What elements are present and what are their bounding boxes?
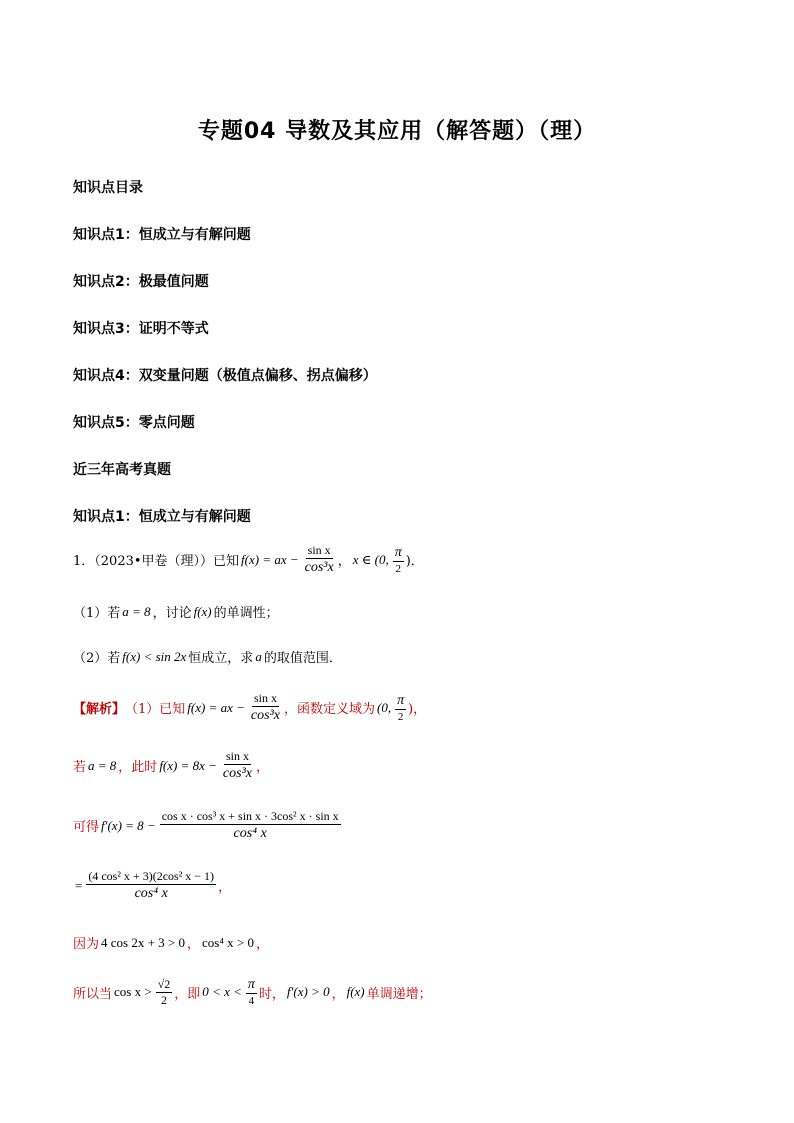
fraction-numerator: cos x · cos³ x + sin x · 3cos² x · sin x bbox=[160, 810, 341, 825]
solution-l6-inequality: 0 < x < bbox=[202, 984, 242, 1000]
toc-heading: 知识点目录 bbox=[73, 180, 143, 196]
fraction-denominator: cos⁴ x bbox=[134, 886, 168, 902]
fraction-numerator: sin x bbox=[252, 692, 279, 707]
solution-l3-prefix: 可得 bbox=[73, 820, 100, 836]
solution-l3-derivative: f′(x) = 8 − bbox=[101, 817, 156, 833]
section-heading: 近三年高考真题 bbox=[73, 462, 171, 478]
q1-a: a = 8 bbox=[122, 603, 151, 619]
fraction-numerator: sin x bbox=[224, 750, 251, 765]
pi-over-four bbox=[246, 977, 257, 1007]
solution-line-6 bbox=[73, 977, 432, 1007]
pi-symbol: π bbox=[246, 977, 257, 994]
problem-lead: 1．（2023•甲卷（理））已知 bbox=[73, 554, 240, 570]
denominator-four: 4 bbox=[248, 995, 255, 1008]
q1-mid: ，讨论 bbox=[152, 606, 192, 621]
q2-mid: 恒成立，求 bbox=[188, 651, 254, 666]
solution-l6-prefix: 所以当 bbox=[73, 986, 113, 1002]
problem-sep: ， bbox=[337, 554, 351, 570]
solution-l1-fraction bbox=[249, 692, 282, 724]
q2-prefix: （2）若 bbox=[73, 651, 121, 666]
q1-fx: f(x) bbox=[193, 603, 212, 619]
solution-l6-cos: cos x > bbox=[114, 984, 152, 1000]
solution-l1-domain: (0, bbox=[377, 699, 392, 715]
fraction-numerator: sin x bbox=[306, 544, 333, 559]
problem-fraction bbox=[303, 544, 336, 576]
solution-l2-a: a = 8 bbox=[88, 757, 117, 773]
pi-over-two bbox=[393, 545, 404, 575]
solution-l4-end: ， bbox=[218, 880, 232, 896]
solution-l6-mid: ，即 bbox=[174, 986, 201, 1002]
question-1 bbox=[73, 602, 279, 621]
fraction-numerator: √2 bbox=[156, 978, 173, 993]
pi-over-two bbox=[395, 693, 406, 723]
pi-symbol: π bbox=[395, 693, 406, 710]
subsection-heading: 知识点1：恒成立与有解问题 bbox=[73, 509, 251, 525]
solution-l5-expr1: 4 cos 2x + 3 > 0 bbox=[101, 934, 186, 950]
solution-l6-sep: ， bbox=[331, 986, 345, 1002]
problem-line bbox=[73, 544, 424, 576]
solution-l2-end: ， bbox=[256, 760, 270, 776]
fraction-numerator: (4 cos² x + 3)(2cos² x − 1) bbox=[86, 870, 216, 885]
fraction-denominator: cos³x bbox=[222, 766, 252, 782]
solution-line-2 bbox=[73, 750, 269, 782]
solution-l2-mid: ，此时 bbox=[118, 760, 158, 776]
q1-suffix: 的单调性； bbox=[213, 606, 279, 621]
solution-l4-fraction bbox=[86, 870, 216, 902]
solution-l5-end: ， bbox=[255, 937, 269, 952]
question-2 bbox=[73, 647, 342, 666]
problem-fx: f(x) = ax − bbox=[241, 551, 299, 567]
denominator-two: 2 bbox=[395, 562, 401, 575]
solution-l6-when: 时， bbox=[258, 986, 285, 1002]
solution-line-4 bbox=[73, 870, 231, 902]
pi-symbol: π bbox=[393, 545, 404, 562]
fraction-denominator: cos³x bbox=[250, 708, 280, 724]
q2-suffix: 的取值范围． bbox=[263, 651, 342, 666]
solution-l1-end: )， bbox=[408, 702, 427, 718]
toc-item-5: 知识点5：零点问题 bbox=[73, 415, 195, 431]
solution-l1-fx: f(x) = ax − bbox=[187, 699, 245, 715]
solution-l6-fx: f(x) bbox=[346, 984, 365, 1000]
solution-l6-derivative: f′(x) > 0 bbox=[286, 984, 330, 1000]
solution-l3-fraction bbox=[160, 810, 341, 842]
solution-l2-fx: f(x) = 8x − bbox=[159, 757, 217, 773]
solution-line-5 bbox=[73, 933, 269, 952]
q2-a: a bbox=[255, 648, 262, 664]
equals-sign: = bbox=[75, 877, 83, 893]
sqrt2-over-2 bbox=[156, 978, 173, 1007]
solution-line-3 bbox=[73, 810, 343, 842]
problem-domain-end: )． bbox=[405, 554, 424, 570]
solution-l2-fraction bbox=[221, 750, 254, 782]
solution-l5-expr2: cos⁴ x > 0 bbox=[202, 934, 254, 950]
solution-l5-sep: ， bbox=[187, 937, 201, 952]
solution-l2-prefix: 若 bbox=[73, 760, 87, 776]
solution-l6-end: 单调递增； bbox=[366, 986, 432, 1002]
solution-l5-prefix: 因为 bbox=[73, 937, 100, 952]
denominator-two: 2 bbox=[397, 710, 404, 723]
q1-prefix: （1）若 bbox=[73, 606, 121, 621]
problem-domain: x ∈ (0, bbox=[352, 551, 389, 567]
page-title: 专题04 导数及其应用（解答题）（理） bbox=[197, 119, 597, 144]
fraction-denominator: 2 bbox=[160, 992, 167, 1007]
solution-l1-mid: ，函数定义域为 bbox=[283, 702, 375, 718]
toc-item-2: 知识点2：极最值问题 bbox=[73, 274, 209, 290]
solution-line-1 bbox=[73, 692, 426, 724]
q2-inequality: f(x) < sin 2x bbox=[122, 648, 187, 664]
toc-item-4: 知识点4：双变量问题（极值点偏移、拐点偏移） bbox=[73, 368, 377, 384]
solution-l1-prefix: （1）已知 bbox=[125, 702, 186, 718]
fraction-denominator: cos³x bbox=[304, 560, 334, 576]
toc-item-1: 知识点1：恒成立与有解问题 bbox=[73, 227, 251, 243]
fraction-denominator: cos⁴ x bbox=[233, 826, 267, 842]
solution-tag: 【解析】 bbox=[73, 702, 126, 718]
toc-item-3: 知识点3：证明不等式 bbox=[73, 321, 209, 337]
